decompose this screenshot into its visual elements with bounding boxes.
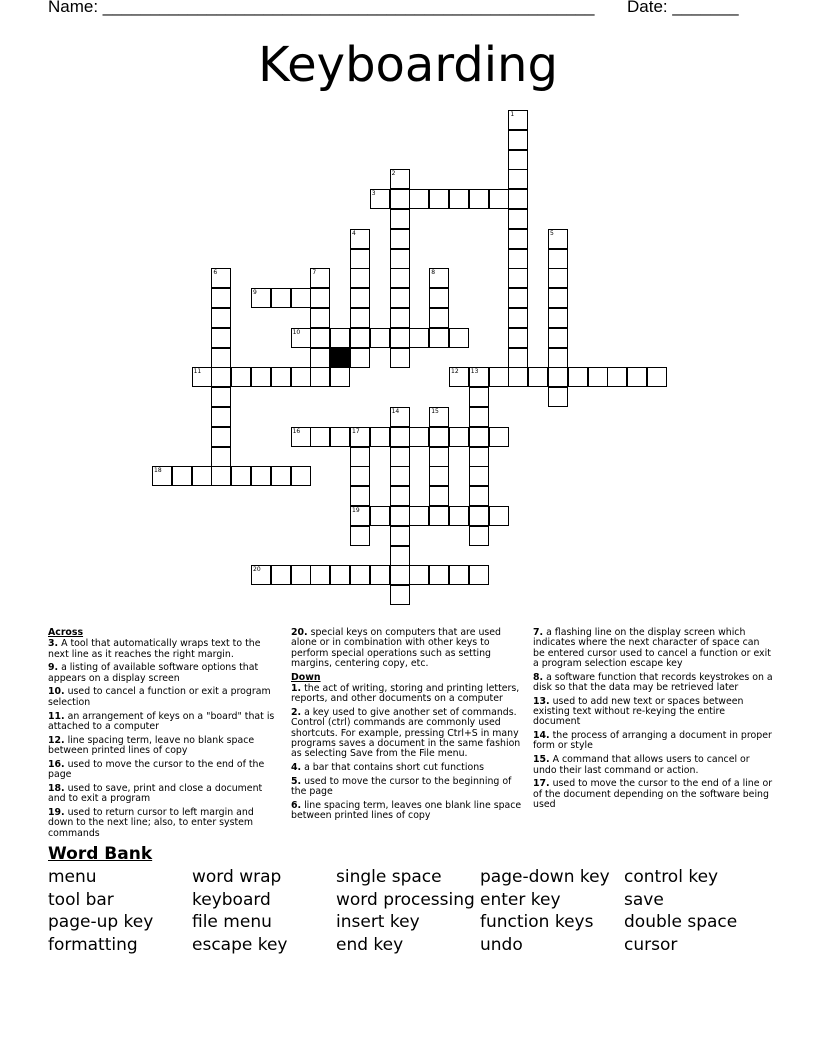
clue-down-2: 2. a key used to give another set of commands. Control (ctrl) commands are commonly used shortcuts. For example, pressing Ctrl+S in many programs saves a document in the same fashion as selecting Save from the File menu. [291, 707, 521, 760]
clues-column-1 [48, 628, 280, 842]
grid-cell[interactable] [291, 466, 311, 486]
grid-cell[interactable] [607, 367, 627, 387]
grid-cell[interactable] [390, 348, 410, 368]
grid-cell[interactable] [211, 328, 231, 348]
word-bank-item: single space [336, 867, 442, 887]
grid-cell[interactable] [429, 427, 449, 447]
grid-cell[interactable] [469, 407, 489, 427]
grid-cell[interactable] [429, 486, 449, 506]
clue-number: 11 [193, 368, 202, 376]
grid-cell[interactable] [449, 367, 469, 387]
grid-cell[interactable] [390, 585, 410, 605]
clue-across-11: 11. an arrangement of keys on a "board" that is attached to a computer [48, 710, 275, 732]
grid-cell[interactable] [449, 189, 469, 209]
clue-down-8: 8. a software function that records keystrokes on a disk so that the data may be retrieved later [533, 671, 773, 693]
clue-number: 9 [253, 289, 257, 297]
grid-cell[interactable] [271, 288, 291, 308]
word-bank-item: formatting [48, 934, 138, 955]
grid-cell[interactable] [251, 565, 271, 585]
grid-cell[interactable] [350, 348, 370, 368]
grid-cell[interactable] [211, 387, 231, 407]
clue-across-16: 16. used to move the cursor to the end of the page [48, 758, 265, 781]
grid-cell[interactable] [508, 348, 528, 368]
grid-cell[interactable] [370, 427, 390, 447]
grid-cell[interactable] [370, 328, 390, 348]
grid-cell[interactable] [508, 249, 528, 269]
grid-cell[interactable] [390, 506, 410, 526]
grid-cell[interactable] [271, 466, 291, 486]
grid-cell[interactable] [350, 506, 370, 526]
page-title: Keyboarding [258, 37, 558, 93]
grid-cell[interactable] [231, 466, 251, 486]
grid-cell[interactable] [370, 565, 390, 585]
clue-number: 7 [312, 269, 317, 277]
grid-cell[interactable] [310, 288, 330, 308]
word-bank-item: undo [480, 934, 523, 955]
word-bank-item: word processing [336, 889, 475, 910]
grid-cell[interactable] [508, 150, 528, 170]
grid-cell[interactable] [310, 348, 330, 368]
word-bank-item: control key [624, 867, 719, 887]
clue-down-1: 1. the act of writing, storing and printing letters, reports, and other documents on a computer [291, 682, 520, 705]
clue-number: 2 [391, 170, 396, 178]
word-bank-title: Word Bank [48, 844, 153, 864]
grid-cell[interactable] [469, 466, 489, 486]
grid-cell[interactable] [211, 407, 231, 427]
grid-cell[interactable] [390, 288, 410, 308]
grid-cell[interactable] [350, 308, 370, 328]
grid-cell[interactable] [291, 328, 311, 348]
grid-cell[interactable] [390, 189, 410, 209]
clue-number: 8 [431, 269, 436, 277]
grid-cell[interactable] [390, 308, 410, 328]
clue-number: 17 [352, 427, 360, 435]
grid-cell[interactable] [310, 427, 330, 447]
grid-cell[interactable] [548, 249, 568, 269]
grid-cell[interactable] [390, 407, 410, 427]
grid-cell[interactable] [390, 209, 410, 229]
clue-across-18: 18. used to save, print and close a document and to exit a program [48, 782, 263, 805]
grid-cell[interactable] [508, 367, 528, 387]
grid-cell[interactable] [310, 268, 330, 288]
word-bank-item: insert key [336, 912, 420, 933]
grid-cell[interactable] [350, 328, 370, 348]
grid-cell[interactable] [390, 466, 410, 486]
grid-cell[interactable] [192, 367, 212, 387]
grid-cell[interactable] [469, 565, 489, 585]
grid-cell[interactable] [330, 328, 350, 348]
down-heading: Down [291, 671, 321, 683]
grid-cell[interactable] [350, 466, 370, 486]
grid-cell[interactable] [291, 367, 311, 387]
grid-cell[interactable] [172, 466, 192, 486]
clue-number: 1 [510, 111, 515, 118]
clue-down-15: 15. A command that allows users to cancel or undo their last command or action. [533, 754, 750, 776]
clue-down-14: 14. the process of arranging a document in proper form or style [533, 730, 772, 752]
grid-cell[interactable] [211, 308, 231, 328]
grid-cell[interactable] [429, 565, 449, 585]
clue-down-4: 4. a bar that contains short cut functions [291, 762, 485, 774]
grid-cell[interactable] [192, 466, 212, 486]
grid-cell[interactable] [548, 308, 568, 328]
grid-cell[interactable] [429, 328, 449, 348]
grid-cell[interactable] [390, 546, 410, 566]
grid-cell[interactable] [291, 427, 311, 447]
clue-number: 10 [292, 328, 301, 336]
grid-cell[interactable] [429, 268, 449, 288]
grid-cell[interactable] [469, 506, 489, 526]
across-heading: Across [48, 627, 84, 638]
grid-cell[interactable] [409, 506, 429, 526]
clue-down-6: 6. line spacing term, leaves one blank line space between printed lines of copy [291, 799, 522, 822]
grid-cell[interactable] [489, 367, 509, 387]
grid-cell[interactable] [409, 328, 429, 348]
clue-number: 5 [550, 229, 554, 237]
clue-down-7: 7. a flashing line on the display screen which indicates where the next character of space can be entered cursor used to cancel a function or exit a program selection escape key [533, 627, 771, 669]
grid-cell[interactable] [390, 169, 410, 189]
grid-cell[interactable] [409, 565, 429, 585]
word-bank-item: menu [48, 867, 97, 887]
grid-cell[interactable] [469, 189, 489, 209]
grid-cell[interactable] [330, 427, 350, 447]
word-bank-item: function keys [480, 912, 594, 933]
word-bank-item: end key [336, 934, 404, 955]
shaded-cell [330, 348, 350, 368]
grid-cell[interactable] [429, 466, 449, 486]
grid-cell[interactable] [449, 427, 469, 447]
grid-cell[interactable] [251, 466, 271, 486]
grid-cell[interactable] [310, 367, 330, 387]
grid-cell[interactable] [390, 565, 410, 585]
clue-across-19: 19. used to return cursor to left margin and down to the next line; also, to enter system commands [48, 806, 254, 839]
word-bank-item: save [624, 889, 664, 910]
grid-cell[interactable] [548, 328, 568, 348]
grid-cell[interactable] [489, 189, 509, 209]
grid-cell[interactable] [508, 209, 528, 229]
grid-cell[interactable] [429, 506, 449, 526]
grid-cell[interactable] [350, 526, 370, 546]
grid-cell[interactable] [310, 328, 330, 348]
grid-cell[interactable] [251, 288, 271, 308]
clues-column-2 [291, 628, 523, 825]
grid-cell[interactable] [469, 427, 489, 447]
grid-cell[interactable] [548, 229, 568, 249]
word-bank-item: tool bar [48, 889, 114, 910]
word-bank-item: escape key [192, 934, 288, 955]
grid-cell[interactable] [350, 427, 370, 447]
grid-cell[interactable] [508, 268, 528, 288]
word-bank-item: word wrap [192, 867, 282, 887]
grid-cell[interactable] [489, 427, 509, 447]
grid-cell[interactable] [548, 348, 568, 368]
grid-cell[interactable] [211, 447, 231, 467]
grid-cell[interactable] [271, 367, 291, 387]
grid-cell[interactable] [370, 506, 390, 526]
grid-cell[interactable] [271, 565, 291, 585]
grid-cell[interactable] [390, 268, 410, 288]
grid-cell[interactable] [390, 249, 410, 269]
grid-cell[interactable] [508, 308, 528, 328]
grid-cell[interactable] [211, 367, 231, 387]
grid-cell[interactable] [489, 506, 509, 526]
clue-number: 4 [352, 229, 356, 237]
grid-cell[interactable] [647, 367, 667, 387]
grid-cell[interactable] [310, 308, 330, 328]
clue-down-17: 17. used to move the cursor to the end of a line or of the document depending on the software being used [533, 778, 773, 810]
clue-number: 13 [470, 368, 479, 376]
grid-cell[interactable] [429, 308, 449, 328]
clue-down-5: 5. used to move the cursor to the beginning of the page [291, 775, 512, 798]
grid-cell[interactable] [548, 387, 568, 407]
clue-number: 15 [431, 408, 439, 415]
grid-cell[interactable] [508, 169, 528, 189]
clue-number: 16 [292, 427, 301, 435]
grid-cell[interactable] [330, 565, 350, 585]
grid-cell[interactable] [469, 486, 489, 506]
grid-cell[interactable] [350, 565, 370, 585]
clue-across-9: 9. a listing of available software options that appears on a display screen [48, 662, 259, 684]
date-field-line: Date: _______ [627, 0, 739, 16]
grid-cell[interactable] [568, 367, 588, 387]
grid-cell[interactable] [429, 447, 449, 467]
clue-number: 6 [213, 269, 218, 277]
grid-cell[interactable] [548, 367, 568, 387]
grid-cell[interactable] [310, 565, 330, 585]
grid-cell[interactable] [390, 486, 410, 506]
clue-number: 14 [391, 408, 400, 415]
word-bank-item: enter key [480, 889, 561, 910]
word-bank-item: cursor [624, 934, 678, 955]
grid-cell[interactable] [390, 447, 410, 467]
grid-cell[interactable] [469, 526, 489, 546]
grid-cell[interactable] [390, 427, 410, 447]
grid-cell[interactable] [469, 387, 489, 407]
grid-cell[interactable] [588, 367, 608, 387]
grid-cell[interactable] [508, 130, 528, 150]
grid-cell[interactable] [211, 288, 231, 308]
word-bank-item: double space [624, 912, 738, 933]
grid-cell[interactable] [508, 288, 528, 308]
grid-cell[interactable] [449, 328, 469, 348]
grid-cell[interactable] [291, 565, 311, 585]
grid-cell[interactable] [429, 189, 449, 209]
name-field-line: Name: ____________________________________________________ [48, 0, 595, 16]
grid-cell[interactable] [508, 229, 528, 249]
grid-cell[interactable] [508, 328, 528, 348]
grid-cell[interactable] [409, 189, 429, 209]
grid-cell[interactable] [350, 249, 370, 269]
grid-cell[interactable] [350, 268, 370, 288]
word-bank-item: page-up key [48, 912, 154, 933]
clue-number: 12 [451, 368, 459, 376]
grid-cell[interactable] [211, 268, 231, 288]
grid-cell[interactable] [350, 447, 370, 467]
grid-cell[interactable] [508, 189, 528, 209]
grid-cell[interactable] [390, 526, 410, 546]
grid-cell[interactable] [429, 288, 449, 308]
grid-cell[interactable] [469, 367, 489, 387]
grid-cell[interactable] [291, 288, 311, 308]
word-bank-item: file menu [192, 912, 272, 933]
clues-column-3 [533, 628, 773, 814]
grid-cell[interactable] [211, 348, 231, 368]
grid-cell[interactable] [449, 506, 469, 526]
grid-cell[interactable] [627, 367, 647, 387]
grid-cell[interactable] [350, 229, 370, 249]
grid-cell[interactable] [390, 229, 410, 249]
grid-cell[interactable] [350, 288, 370, 308]
grid-cell[interactable] [548, 268, 568, 288]
clue-number: 18 [154, 467, 162, 475]
grid-cell[interactable] [528, 367, 548, 387]
grid-cell[interactable] [152, 466, 172, 486]
grid-cell[interactable] [211, 466, 231, 486]
grid-cell[interactable] [211, 427, 231, 447]
clue-down-13: 13. used to add new text or spaces between existing text without re-keying the entire document [533, 695, 744, 728]
grid-cell[interactable] [370, 189, 390, 209]
grid-cell[interactable] [409, 427, 429, 447]
grid-cell[interactable] [449, 565, 469, 585]
grid-cell[interactable] [251, 367, 271, 387]
grid-cell[interactable] [330, 367, 350, 387]
clue-number: 19 [352, 507, 360, 514]
word-bank-item: keyboard [192, 889, 271, 910]
clue-across-20: 20. special keys on computers that are used alone or in combination with other keys to perform special operations such as setting margins, centering copy, etc. [291, 627, 501, 669]
grid-cell[interactable] [231, 367, 251, 387]
clue-across-12: 12. line spacing term, leave no blank space between printed lines of copy [48, 734, 255, 756]
grid-cell[interactable] [508, 110, 528, 130]
grid-cell[interactable] [429, 407, 449, 427]
grid-cell[interactable] [390, 328, 410, 348]
word-bank-item: page-down key [480, 867, 610, 887]
clue-across-10: 10. used to cancel a function or exit a program selection [48, 686, 271, 708]
grid-cell[interactable] [548, 288, 568, 308]
grid-cell[interactable] [350, 486, 370, 506]
grid-cell[interactable] [469, 447, 489, 467]
clue-across-3: 3. A tool that automatically wraps text to the next line as it reaches the right margin. [48, 638, 261, 660]
clue-number: 20 [253, 566, 261, 574]
clue-number: 3 [371, 190, 376, 198]
